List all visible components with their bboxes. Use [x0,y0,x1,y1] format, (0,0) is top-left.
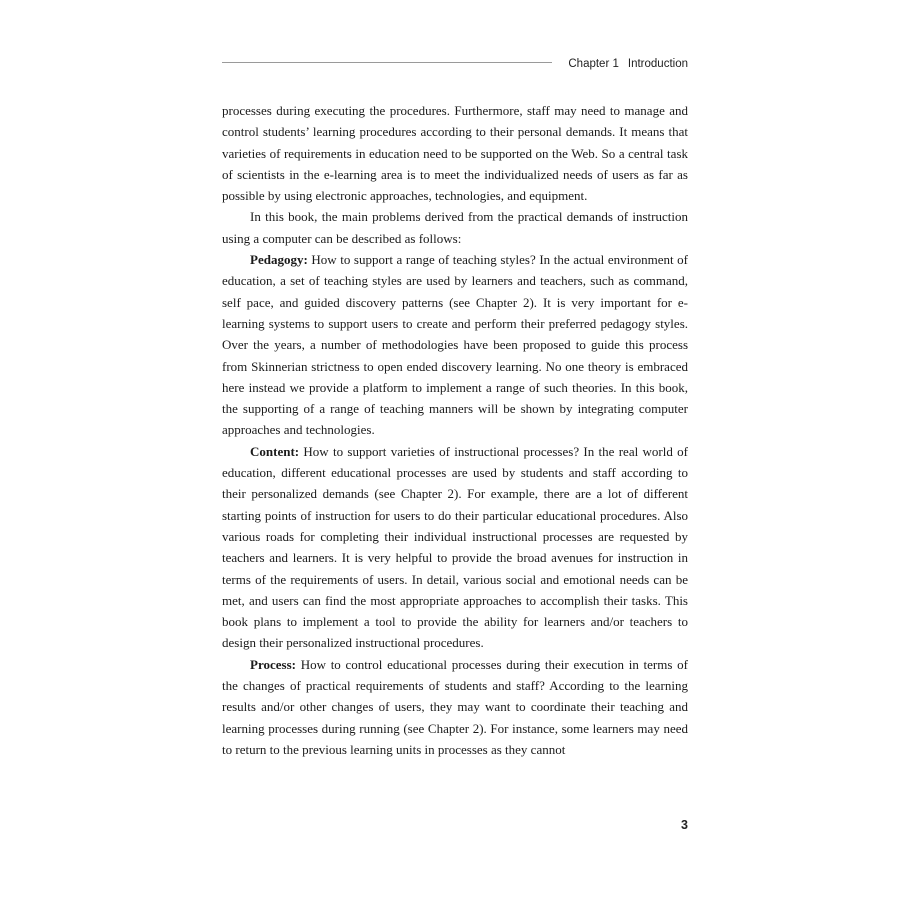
header-chapter-title: Introduction [627,58,688,70]
paragraph-continuation [222,100,688,206]
paragraph-text: How to support varieties of instructional processes? In the real world of education, different educational processes are used by students and staff according to their personalized demands (see Chapter 2). For example, there are a lot of different starting points of instruction for users to do their particular educational procedures. Also various roads for completing their individual instructional processes are requested by teachers and learners. It is very helpful to provide the broad avenues for instruction in terms of the requirements of users. In detail, various social and emotional needs can be met, and users can find the most appropriate approaches to accomplish their tasks. This book plans to implement a tool to provide the ability for learners and/or teachers to design their personalized instructional procedures. [222,443,688,651]
body-text [222,100,688,760]
paragraph-text: How to support a range of teaching styles? In the actual environment of education, a set of teaching styles are used by learners and teachers, such as command, self pace, and guided discovery patterns (see Chapter 2). It is very important for e-learning systems to support users to create and perform their preferred pedagogy styles. Over the years, a number of methodologies have been proposed to guide this process from Skinnerian strictness to open ended discovery learning. No one theory is embraced here instead we provide a platform to implement a range of such theories. In this book, the supporting of a range of teaching manners will be shown by integrating computer approaches and technologies. [222,252,688,438]
header-chapter: Chapter 1 [568,58,619,70]
header-title [568,56,688,72]
paragraph-lead: Process: [250,656,296,672]
page-number: 3 [681,818,688,832]
paragraph-intro [222,206,688,249]
paragraph-text: In this book, the main problems derived from the practical demands of instruction using a computer can be described as follows: [222,209,688,246]
paragraph-text: processes during executing the procedures. Furthermore, staff may need to manage and control students’ learning procedures according to their personal demands. It means that varieties of requirements in education need to be supported on the Web. So a central task of scientists in the e-learning area is to meet the individualized needs of users as far as possible by using electronic approaches, technologies, and equipment. [222,103,688,204]
header-rule [222,62,552,63]
paragraph-pedagogy [222,249,688,441]
running-header [222,56,688,72]
paragraph-process [222,654,688,760]
paragraph-text: How to control educational processes during their execution in terms of the changes of practical requirements of students and staff? According to the learning results and/or other changes of users, they may want to coordinate their teaching and learning processes during running (see Chapter 2). For instance, some learners may need to return to the previous learning units in processes as they cannot [222,656,688,757]
paragraph-content [222,441,688,654]
paragraph-lead: Content: [250,443,300,459]
paragraph-lead: Pedagogy: [250,252,308,268]
